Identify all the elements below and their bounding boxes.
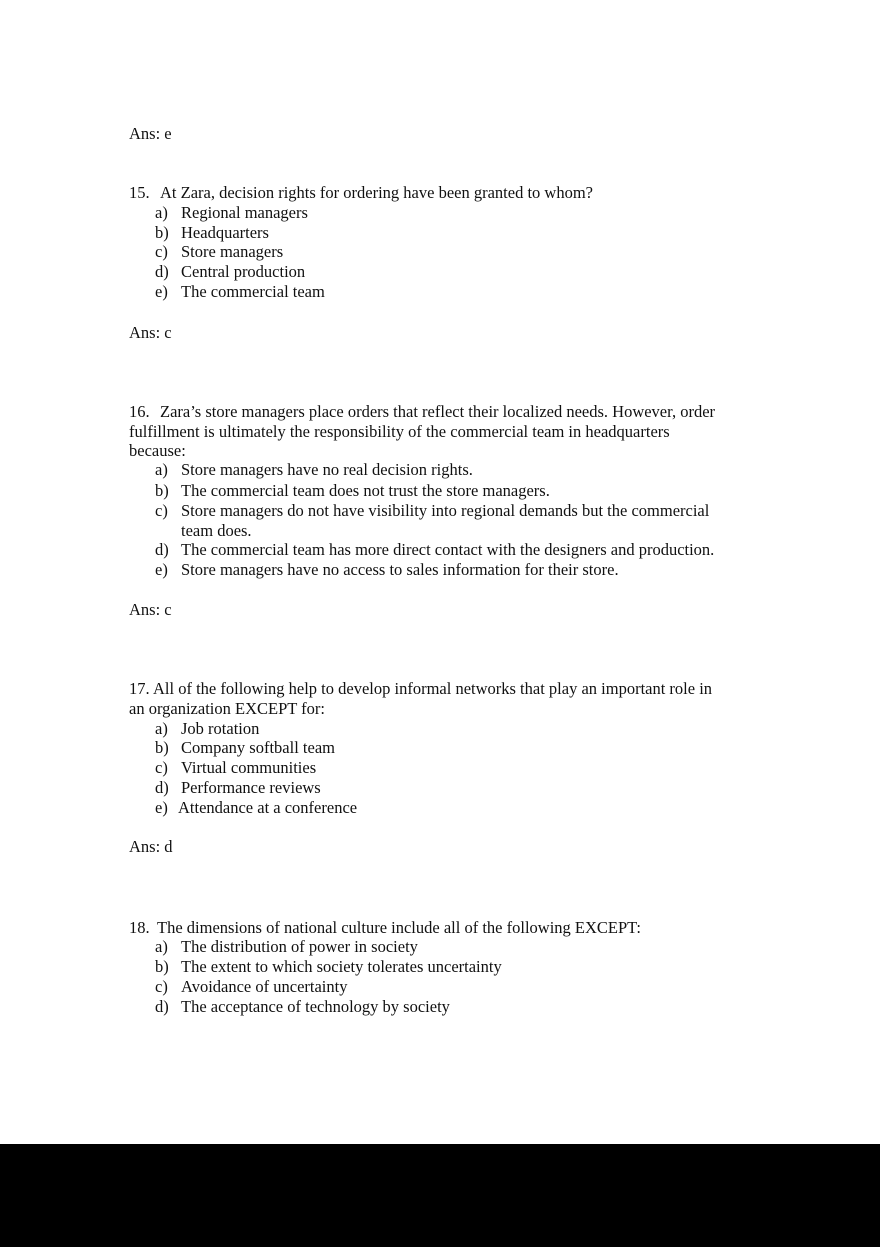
option-letter: e)	[155, 798, 168, 817]
option-letter: c)	[155, 758, 168, 777]
option-text: The commercial team	[181, 282, 325, 301]
option-letter: a)	[155, 460, 168, 479]
option-text: Regional managers	[181, 203, 308, 222]
option-letter: d)	[155, 540, 169, 559]
option-text: Avoidance of uncertainty	[181, 977, 348, 996]
option-text: The acceptance of technology by society	[181, 997, 450, 1016]
option-text: The commercial team does not trust the store managers.	[181, 481, 550, 500]
option-letter: d)	[155, 997, 169, 1016]
option-letter: d)	[155, 778, 169, 797]
option-text: Central production	[181, 262, 306, 281]
option-letter: c)	[155, 242, 168, 261]
question-text-line-1: All of the following help to develop informal networks that play an important role in	[153, 679, 713, 698]
option-letter: a)	[155, 719, 168, 738]
option-text-continued: team does.	[181, 521, 252, 540]
option-text: Virtual communities	[181, 758, 317, 777]
option-letter: b)	[155, 223, 169, 242]
option-letter: d)	[155, 262, 169, 281]
option-text: Store managers have no real decision rights.	[181, 460, 473, 479]
question-text-line-2: an organization EXCEPT for:	[129, 699, 325, 718]
option-letter: c)	[155, 977, 168, 996]
bottom-black-bar	[0, 1144, 880, 1247]
option-text: Attendance at a conference	[178, 798, 358, 817]
option-text: The extent to which society tolerates uncertainty	[181, 957, 502, 976]
option-letter: e)	[155, 560, 168, 579]
question-number: 15.	[129, 183, 150, 202]
question-number: 18.	[129, 918, 150, 937]
option-letter: b)	[155, 481, 169, 500]
option-text: Headquarters	[181, 223, 269, 242]
option-letter: b)	[155, 957, 169, 976]
answer-15: Ans: c	[129, 323, 172, 342]
answer-previous: Ans: e	[129, 124, 172, 143]
option-text: Store managers have no access to sales information for their store.	[181, 560, 619, 579]
question-text-line-1: Zara’s store managers place orders that reflect their localized needs. However, order	[160, 402, 716, 421]
option-text: Store managers	[181, 242, 284, 261]
option-text: Performance reviews	[181, 778, 321, 797]
option-letter: a)	[155, 203, 168, 222]
question-text-line-3: because:	[129, 441, 186, 460]
option-letter: a)	[155, 937, 168, 956]
answer-16: Ans: c	[129, 600, 172, 619]
option-letter: c)	[155, 501, 168, 520]
option-text: Job rotation	[181, 719, 260, 738]
option-text: The commercial team has more direct contact with the designers and production.	[181, 540, 715, 559]
option-text: The distribution of power in society	[181, 937, 418, 956]
option-text: Company softball team	[181, 738, 335, 757]
question-text: At Zara, decision rights for ordering have been granted to whom?	[160, 183, 593, 202]
option-letter: e)	[155, 282, 168, 301]
question-number: 17.	[129, 679, 150, 698]
option-text: Store managers do not have visibility into regional demands but the commercial	[181, 501, 710, 520]
answer-17: Ans: d	[129, 837, 173, 856]
question-text-line-2: fulfillment is ultimately the responsibility of the commercial team in headquarters	[129, 422, 670, 441]
question-number: 16.	[129, 402, 150, 421]
option-letter: b)	[155, 738, 169, 757]
question-text: The dimensions of national culture include all of the following EXCEPT:	[157, 918, 641, 937]
